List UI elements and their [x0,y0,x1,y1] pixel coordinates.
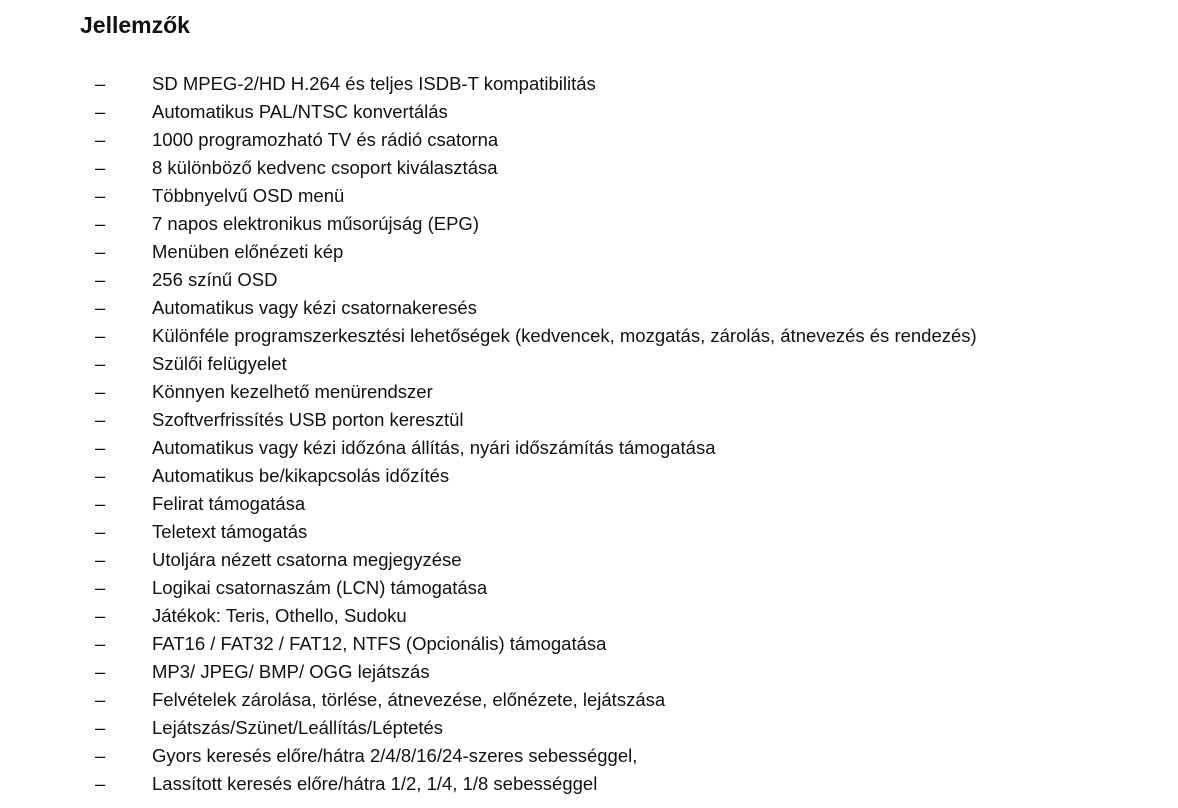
list-bullet-dash: – [95,717,106,738]
list-bullet-dash: – [95,633,106,654]
list-item-text: MP3/ JPEG/ BMP/ OGG lejátszás [152,661,430,682]
list-item-text: Logikai csatornaszám (LCN) támogatása [152,577,488,598]
list-item-text: Könnyen kezelhető menürendszer [152,381,433,402]
list-bullet-dash: – [95,73,106,94]
list-item-text: Automatikus PAL/NTSC konvertálás [152,101,448,122]
list-bullet-dash: – [95,605,106,626]
list-item-text: FAT16 / FAT32 / FAT12, NTFS (Opcionális) támogatása [152,633,607,654]
list-bullet-dash: – [95,773,106,794]
list-item-text: 7 napos elektronikus műsorújság (EPG) [152,213,479,234]
list-item-text: Automatikus be/kikapcsolás időzítés [152,465,450,486]
list-bullet-dash: – [95,101,106,122]
list-bullet-dash: – [95,521,106,542]
list-bullet-dash: – [95,241,106,262]
list-item-text: Utoljára nézett csatorna megjegyzése [152,549,462,570]
list-item-text: Automatikus vagy kézi csatornakeresés [152,297,477,318]
list-bullet-dash: – [95,465,106,486]
list-item-text: Gyors keresés előre/hátra 2/4/8/16/24-szeres sebességgel, [152,745,638,766]
list-bullet-dash: – [95,493,106,514]
list-bullet-dash: – [95,381,106,402]
list-bullet-dash: – [95,185,106,206]
list-bullet-dash: – [95,437,106,458]
list-bullet-dash: – [95,549,106,570]
list-item-text: Különféle programszerkesztési lehetőségek (kedvencek, mozgatás, zárolás, átnevezés és rendezés) [152,325,977,346]
list-item-text: 8 különböző kedvenc csoport kiválasztása [152,157,498,178]
list-bullet-dash: – [95,661,106,682]
list-bullet-dash: – [95,409,106,430]
list-item-text: 1000 programozható TV és rádió csatorna [152,129,499,150]
list-item-text: 256 színű OSD [152,269,278,290]
list-bullet-dash: – [95,297,106,318]
list-item-text: Szülői felügyelet [152,353,287,374]
list-item-text: Szoftverfrissítés USB porton keresztül [152,409,464,430]
list-bullet-dash: – [95,269,106,290]
list-bullet-dash: – [95,325,106,346]
list-bullet-dash: – [95,577,106,598]
page-title: Jellemzők [80,12,190,38]
list-bullet-dash: – [95,353,106,374]
list-item-text: Felirat támogatása [152,493,306,514]
list-bullet-dash: – [95,689,106,710]
list-item-text: Többnyelvű OSD menü [152,185,345,206]
list-item-text: Felvételek zárolása, törlése, átnevezése, előnézete, lejátszása [152,689,666,710]
list-bullet-dash: – [95,129,106,150]
list-item-text: Lassított keresés előre/hátra 1/2, 1/4, 1/8 sebességgel [152,773,598,794]
list-item-text: Játékok: Teris, Othello, Sudoku [152,605,407,626]
list-item-text: SD MPEG-2/HD H.264 és teljes ISDB-T kompatibilitás [152,73,596,94]
list-item-text: Teletext támogatás [152,521,308,542]
list-bullet-dash: – [95,213,106,234]
list-item-text: Automatikus vagy kézi időzóna állítás, nyári időszámítás támogatása [152,437,716,458]
list-bullet-dash: – [95,745,106,766]
list-item-text: Lejátszás/Szünet/Leállítás/Léptetés [152,717,444,738]
list-item-text: Menüben előnézeti kép [152,241,344,262]
list-bullet-dash: – [95,157,106,178]
